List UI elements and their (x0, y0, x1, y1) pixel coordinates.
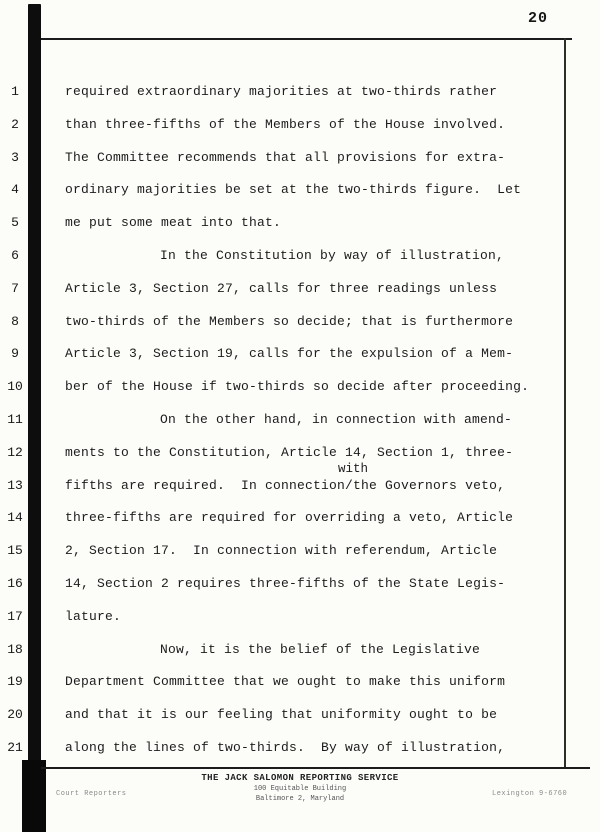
transcript-line (0, 346, 600, 379)
transcript-line (0, 248, 600, 281)
transcript-line (0, 609, 600, 642)
line-number: 6 (11, 247, 19, 263)
line-number: 16 (7, 575, 23, 591)
line-number: 20 (7, 707, 23, 723)
footer-center (0, 773, 600, 804)
transcript-line (0, 445, 600, 478)
line-text: ments to the Constitution, Article 14, Section 1, three- (65, 444, 514, 460)
line-text: 14, Section 2 requires three-fifths of the State Legis- (65, 575, 506, 591)
line-number: 14 (7, 510, 23, 526)
line-number: 7 (11, 280, 19, 296)
line-text: required extraordinary majorities at two-thirds rather (65, 84, 498, 99)
line-text: Department Committee that we ought to make this uniform (65, 674, 506, 690)
top-rule (41, 38, 572, 40)
line-text: 2, Section 17. In connection with referendum, Article (65, 543, 498, 559)
line-text: me put some meat into that. (65, 215, 282, 231)
line-number: 10 (7, 379, 23, 395)
footer-right-note: Lexington 9-6760 (492, 790, 568, 798)
transcript-line (0, 314, 600, 347)
line-text: On the other hand, in connection with amend- (160, 411, 513, 427)
line-text: Article 3, Section 27, calls for three readings unless (65, 280, 498, 296)
line-text: two-thirds of the Members so decide; that is furthermore (65, 313, 514, 329)
line-text: Now, it is the belief of the Legislative (160, 641, 481, 657)
line-text: In the Constitution by way of illustration, (160, 247, 505, 263)
line-number: 19 (7, 674, 23, 690)
transcript-line (0, 215, 600, 248)
transcript-line (0, 412, 600, 445)
footer-address-2: Baltimore 2, Maryland (255, 795, 345, 803)
line-text: ordinary majorities be set at the two-thirds figure. Let (65, 182, 522, 198)
transcript-line (0, 707, 600, 740)
transcript-line (0, 379, 600, 412)
line-number: 18 (7, 641, 23, 657)
transcript-line (0, 281, 600, 314)
page-number: 20 (528, 10, 549, 27)
line-number: 9 (11, 346, 19, 362)
transcript-line (0, 150, 600, 183)
line-number: 11 (7, 411, 23, 427)
transcript-line (0, 576, 600, 609)
line-text: three-fifths are required for overriding a veto, Article (65, 510, 514, 526)
transcript-line (0, 510, 600, 543)
transcript-line (0, 674, 600, 707)
line-number: 15 (7, 543, 23, 559)
line-text: Article 3, Section 19, calls for the expulsion of a Mem- (65, 346, 514, 362)
transcript-line (0, 543, 600, 576)
transcript-line (0, 84, 600, 117)
line-number: 3 (11, 149, 19, 165)
inserted-word-with: with (338, 462, 369, 476)
footer-left-note: Court Reporters (56, 790, 127, 798)
transcript-body (0, 84, 600, 773)
line-text: lature. (65, 608, 122, 624)
line-text: The Committee recommends that all provisions for extra- (65, 149, 506, 165)
footer-company: THE JACK SALOMON REPORTING SERVICE (201, 773, 399, 783)
transcript-line (0, 117, 600, 150)
transcript-line (0, 740, 600, 773)
line-number: 2 (11, 116, 19, 132)
transcript-line (0, 182, 600, 215)
line-number: 8 (11, 313, 19, 329)
line-text: fifths are required. In connection/the Governors veto, (65, 477, 506, 493)
line-text: than three-fifths of the Members of the House involved. (65, 116, 506, 132)
line-text: and that it is our feeling that uniformity ought to be (65, 707, 498, 723)
line-number: 12 (7, 444, 23, 460)
transcript-line (0, 642, 600, 675)
line-number: 17 (7, 608, 23, 624)
footer-address-1: 100 Equitable Building (253, 785, 347, 794)
line-number: 4 (11, 182, 19, 198)
line-number: 5 (11, 215, 19, 231)
transcript-line (0, 478, 600, 511)
line-number: 21 (7, 739, 23, 755)
line-number: 1 (11, 84, 19, 99)
line-text: ber of the House if two-thirds so decide after proceeding. (65, 379, 530, 395)
line-text: along the lines of two-thirds. By way of illustration, (65, 739, 506, 755)
line-number: 13 (7, 477, 23, 493)
